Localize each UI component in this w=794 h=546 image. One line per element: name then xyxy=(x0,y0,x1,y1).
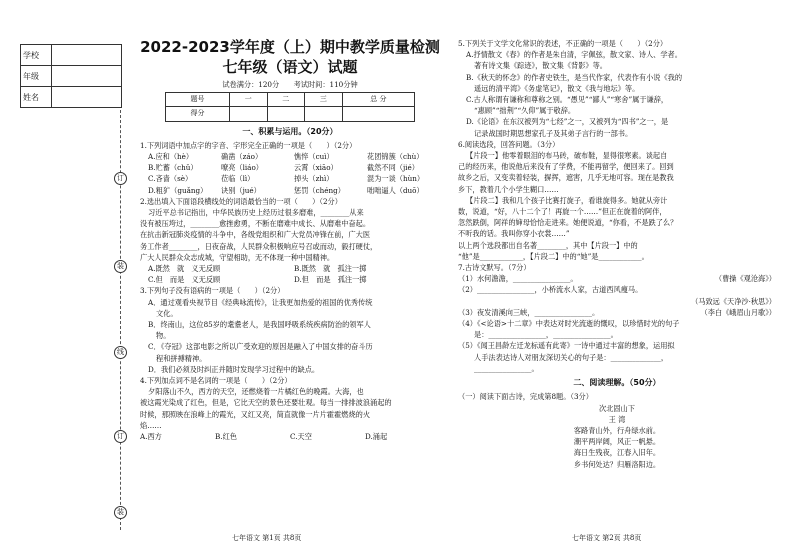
passage-line: 己的经历来，他说他后来没有了学费，不能再留学，便回来了。回到 xyxy=(458,162,674,172)
option-row xyxy=(140,431,440,442)
question-stem: 1.下列词语中加点字的字音、字形完全正确的一项是（ ）（2分） xyxy=(140,140,357,150)
option: 憔悴（cuì） xyxy=(294,152,334,162)
option[interactable]: A.抒情散文《春》的作者是朱自清，字佩弦，散文家、诗人、学者。 xyxy=(466,50,682,60)
full-score: 试卷满分：120分 xyxy=(222,80,280,89)
student-info-table xyxy=(20,44,122,108)
option[interactable]: D.涌起 xyxy=(365,432,388,442)
score-cell[interactable] xyxy=(342,107,414,121)
question-text: （5）《闻王昌龄左迁龙标遥有此寄》一诗中通过丰富的想象，运用拟 xyxy=(458,341,675,351)
option-continued: 文化。 xyxy=(156,308,178,318)
name-label: 姓名 xyxy=(21,87,52,108)
option-continued: 程和拼搏精神。 xyxy=(156,353,207,363)
poem-line: 乡书何处达？归雁洛阳边。 xyxy=(573,459,661,469)
score-cell[interactable] xyxy=(267,107,305,121)
option: 确凿（záo） xyxy=(221,152,263,162)
option-continued: 物。 xyxy=(156,331,171,341)
passage-line: 广大人民群众众志成城，守望相助，无不体现一种中国精神。 xyxy=(140,252,335,262)
question-stem: 2.选出填入下面语段横线处的词语最恰当的一项（ ）（2分） xyxy=(140,196,342,206)
option[interactable]: A．通过观看央视节目《经典咏流传》，让我更加热爱的祖国的优秀传统 xyxy=(148,297,373,307)
option[interactable]: D.《论语》在东汉被列为“七经”之一，又被列为“四书”之一，是 xyxy=(466,117,669,127)
option: 花团锦簇（chù） xyxy=(367,152,424,162)
passage-line: 忽然跌倒，阿祥的婶母恰恰走进来。她便说道，“你看，不是跌了么？ xyxy=(458,218,678,228)
poem-author: 王 湾 xyxy=(608,414,626,424)
option[interactable]: B.红色 xyxy=(215,432,237,442)
fill-blank-line[interactable]: 以上两个选段都出自名著________，其中【片段一】中的 xyxy=(458,240,638,250)
option[interactable]: C.但 而是 义无反顾 xyxy=(148,275,221,285)
option[interactable]: C．《夺冠》这部电影之所以广受欢迎的原因是融入了中国女排的奋斗历 xyxy=(148,342,373,352)
source-note: （李白《峨眉山月歌》） xyxy=(700,307,776,317)
right-column xyxy=(458,38,776,470)
source-note: （曹操《观沧海》） xyxy=(714,274,776,284)
passage-line: 习近平总书记指出，中华民族历史上经历过很多磨难，________从来 xyxy=(148,208,364,218)
score-header-cell: 三 xyxy=(305,93,343,107)
score-row-label: 得分 xyxy=(166,107,230,121)
binding-mark: 装 xyxy=(114,260,127,273)
poem-title: 次北固山下 xyxy=(599,403,635,413)
question-stem: 6.阅读选段，回答问题。（3分） xyxy=(458,139,560,149)
question-stem: 5.下列关于文学文化常识的表述，不正确的一项是（ ）（2分） xyxy=(458,39,668,48)
page-footer-right: 七年语文 第2页 共8页 xyxy=(572,534,642,542)
option-row xyxy=(140,274,440,285)
option-row xyxy=(140,185,440,196)
section-heading: 一、积累与运用。（20分） xyxy=(242,126,338,136)
binding-mark: 装 xyxy=(114,506,127,519)
question-stem: 7.古诗文默写。（7分） xyxy=(458,263,531,273)
score-header-cell: 二 xyxy=(267,93,305,107)
option-continued: 记录战国时期思想家孔子及其弟子言行的一部书。 xyxy=(474,128,633,138)
grade-field[interactable] xyxy=(52,66,122,87)
section-heading: 二、阅读理解。（50分） xyxy=(573,378,661,388)
fill-blank-line[interactable]: 是：________________，________________。 xyxy=(474,330,618,340)
score-header-cell: 总 分 xyxy=(342,93,414,107)
option[interactable]: C.天空 xyxy=(290,432,312,442)
option: 莅临（lì） xyxy=(221,174,255,184)
option-row xyxy=(140,263,440,274)
passage-line: 焰…… xyxy=(140,420,162,430)
passage-line: 【片段二】我和几个孩子比赛打旋子，看谁旋得多。她就从旁计 xyxy=(466,195,668,205)
passage-line: 数，说道，“好，八十二个了！再旋一个……”但正在旋着的阿伴， xyxy=(458,207,667,217)
score-cell[interactable] xyxy=(229,107,267,121)
fill-blank-line[interactable]: “他”是____________，【片段二】中的“她”是____________。 xyxy=(458,251,649,261)
option[interactable]: D.但 而是 孤注一掷 xyxy=(294,275,367,285)
question-stem: （一）阅读下面古诗，完成第8题。（3分） xyxy=(458,392,593,402)
binding-line xyxy=(104,110,144,530)
option[interactable]: A.西方 xyxy=(140,432,162,442)
option-row xyxy=(140,162,440,173)
grade-label: 年级 xyxy=(21,66,52,87)
option[interactable]: B.贮蓄（chǔ） xyxy=(148,163,198,173)
option[interactable]: A.既然 就 义无反顾 xyxy=(148,264,221,274)
fill-blank-line[interactable]: 人手法表达诗人对朋友深切关心的句子是：______________， xyxy=(474,352,669,362)
fill-blank-line[interactable] xyxy=(458,273,776,284)
poem-line: 海日生残夜，江春入旧年。 xyxy=(573,448,661,458)
score-cell[interactable] xyxy=(305,107,343,121)
binding-mark: 订 xyxy=(114,172,127,185)
passage-line: 务工作者________，日夜奋战，人民群众积极响应号召或而动，毅打硬仗， xyxy=(140,241,378,251)
option-continued: 遥远的清平湾》《务虚笔记》，散文《我与地坛》等。 xyxy=(474,83,640,93)
name-field[interactable] xyxy=(52,87,122,108)
exam-subtitle: 七年级（语文）试题 xyxy=(222,58,358,76)
option: 惩罚（chéng） xyxy=(294,185,345,195)
school-field[interactable] xyxy=(52,45,122,66)
binding-mark: 线 xyxy=(114,346,127,359)
passage-line: 时候，那照映在浪峰上的霞光，又红又亮，简直就像一片片霍霍燃烧的火 xyxy=(140,409,371,419)
exam-meta xyxy=(140,79,440,90)
question-stem: 3.下列句子没有语病的一项是（ ）（2分） xyxy=(140,286,285,296)
option: 掉头（zhì） xyxy=(294,174,334,184)
score-header-cell: 一 xyxy=(229,93,267,107)
option[interactable]: B.既然 就 孤注一掷 xyxy=(294,264,367,274)
option: 混为一谈（hùn） xyxy=(367,174,425,184)
option[interactable]: B.《秋天的怀念》的作者史铁生，是当代作家，代表作有小说《我的 xyxy=(466,72,683,82)
fill-blank-line[interactable]: ________________。 xyxy=(474,363,539,373)
page-footer-left: 七年语文 第1页 共8页 xyxy=(232,534,302,542)
passage-line: 被这霞光染成了红色，但是，它比天空的景色还要壮观。每当一排排波浪涌起的 xyxy=(140,398,392,408)
option[interactable]: C.吝啬（sè） xyxy=(148,174,193,184)
question-text: （4）《<论语>十二章》中表达对时光流逝的慨叹，以珍惜时光的句子 xyxy=(458,319,680,329)
option: 嘹亮（liáo） xyxy=(221,163,263,173)
binding-mark: 订 xyxy=(114,430,127,443)
exam-title: 2022-2023学年度（上）期中教学质量检测 xyxy=(140,38,440,56)
option-continued: 著有诗文集《踪迹》，散文集《背影》等。 xyxy=(474,61,607,71)
blank-text: （3）夜发清溪向三峡，________________。 xyxy=(458,307,600,317)
blank-text: （1）水何澹澹，________________。 xyxy=(458,274,578,284)
option: 云霄（xiāo） xyxy=(294,163,338,173)
option-row xyxy=(140,151,440,162)
option: 诀别（jué） xyxy=(221,185,261,195)
option[interactable]: B．终南山，这位85岁的耄耋老人，是我国呼吸系统疾病防治的领军人 xyxy=(148,320,371,330)
option[interactable]: A.应和（hè） xyxy=(148,152,194,162)
poem-line: 客路青山外，行舟绿水前。 xyxy=(573,425,661,435)
passage-line: 乡下，教着几个小学生糊口…… xyxy=(458,184,559,194)
school-label: 学校 xyxy=(21,45,52,66)
fill-blank-line[interactable]: （2）________________，小桥流水人家，古道西风瘦马。 xyxy=(458,285,643,295)
option: 咄咄逼人（duō） xyxy=(367,185,424,195)
option-continued: “惠顾”“拙荆”“久仰”属于敬辞。 xyxy=(474,106,576,116)
option[interactable]: D.粗犷（guǎng） xyxy=(148,185,208,195)
option[interactable]: C.古人称谓有谦称和尊称之别。“愚见”“鄙人”“寒舍”属于谦辞， xyxy=(466,95,669,105)
score-table xyxy=(165,92,415,121)
passage-line: 在抗击新冠肺炎疫情的斗争中，各级党组织和广大党员冲锋在前，广大医 xyxy=(140,230,371,240)
passage-line: 不听我的话。我叫你穿小衣裳……” xyxy=(458,229,570,239)
exam-time: 考试时间：110分钟 xyxy=(293,80,358,89)
passage-line: 没有被压垮过，________愈挫愈勇，不断在磨难中成长、从磨难中奋起。 xyxy=(140,219,371,229)
passage-line: 故乡之后，又变卖着轻装，摒挥，遮害，几乎无地可容。现在是教我 xyxy=(458,173,674,183)
score-header-cell: 题号 xyxy=(166,93,230,107)
option[interactable]: D．我们必须及时纠正并随时发现学习过程中的缺点。 xyxy=(148,364,320,374)
passage-line: 【片段一】他零着眼泪的布马砖，破布鞋，显得很寒素。谈起自 xyxy=(466,151,668,161)
fill-blank-line[interactable] xyxy=(458,307,776,318)
left-column xyxy=(140,38,440,442)
option-row xyxy=(140,173,440,184)
passage-line: 夕阳落山不久，西方的天空，还燃烧着一片橘红色的晚霞。大海，也 xyxy=(148,387,364,397)
option: 截然不同（jié） xyxy=(367,163,419,173)
question-stem: 4.下列加点词不是名词的一项是（ ）（2分） xyxy=(140,376,292,386)
source-note: （马致远《天净沙·秋思》） xyxy=(691,296,776,306)
poem-line: 潮平两岸阔，风正一帆悬。 xyxy=(573,437,661,447)
